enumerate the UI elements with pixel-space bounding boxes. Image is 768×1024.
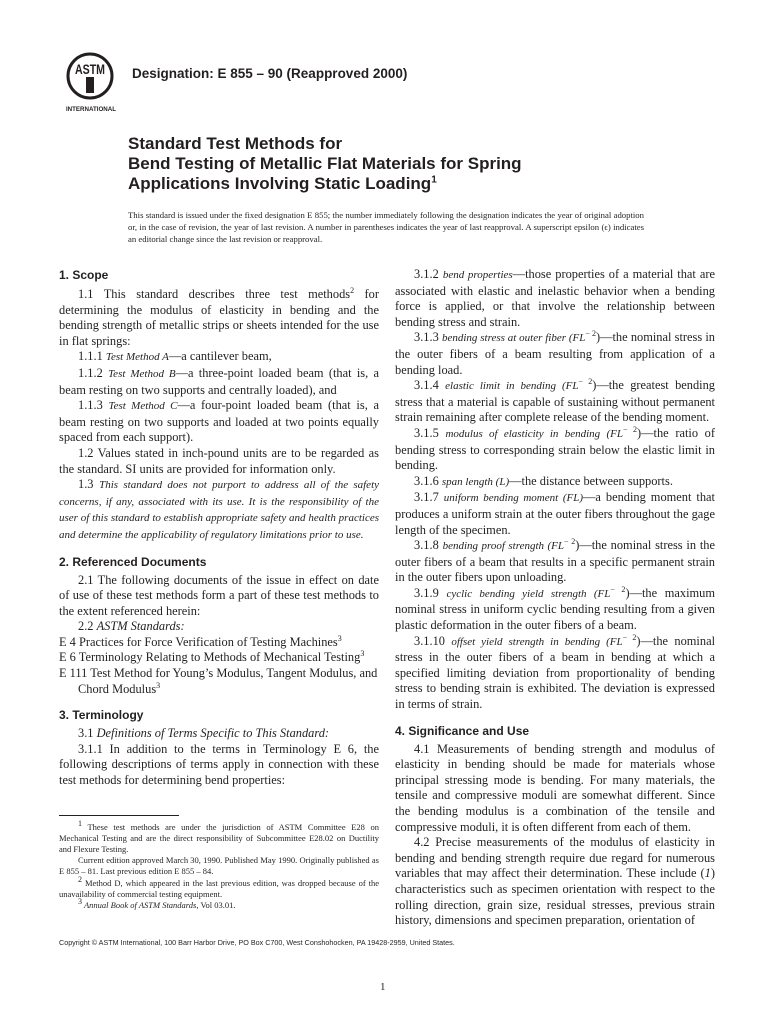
document-title (128, 134, 688, 194)
intro-note: This standard is issued under the fixed designation E 855; the number immediately following the designation indicates the year of original adoption or, in the case of revision, the year of last revision. A number in parentheses indicates the year of last reapproval. A superscript epsilon (ϵ) indicates an editorial change since the last revision or reapproval. (128, 210, 644, 244)
footnote-rule (59, 815, 179, 816)
para-1-1-1: 1.1.1 Test Method A—a cantilever beam, (78, 349, 272, 364)
para-3-1-8: 3.1.8 bending proof strength $(FL^{- 2})—the$ nominal stress in the outer fibers of a beam that results in a specific permanent strain in the outer fibers upon unloading. (395, 536, 715, 585)
ref-e4: E 4 Practices for Force Verification of Testing Machines$^3$ (59, 633, 342, 649)
para-1-1-2: 1.1.2 Test Method B—a three-point loaded beam (that is, a beam resting on two supports and centrally loaded), and (59, 365, 379, 397)
footnote-1b: Current edition approved March 30, 1990. Published May 1990. Originally published as E 855 – 81. Last previous edition E 855 – 84. (59, 855, 379, 877)
section-heading-referenced: 2. Referenced Documents (59, 554, 207, 569)
para-3-1-3: 3.1.3 bending stress at outer fiber $(FL^{- 2})—the$ nominal stress in the outer fibers of a beam resulting from application of a bending load. (395, 329, 715, 377)
astm-logo (60, 48, 122, 114)
footnote-1: $^1$ These test methods are under the jurisdiction of ASTM Committee E28 on Mechanical Testing and are the direct responsibility of Subcommittee E28.02 on Ductility and Flexure Testing. (59, 818, 379, 855)
ref-e6: E 6 Terminology Relating to Methods of Mechanical Testing$^3$ (59, 649, 365, 665)
para-3-1-4: 3.1.4 elastic limit in bending $(FL^{- 2})—the$ greatest bending stress that a material is capable of sustaining without permanent strain remaining after complete release of the bending moment. (395, 377, 715, 425)
para-3-1: 3.1 Definitions of Terms Specific to This Standard: (78, 726, 330, 741)
section-heading-scope: 1. Scope (59, 268, 109, 282)
para-1-1-3: 1.1.3 Test Method C—a four-point loaded beam (that is, a beam resting on two supports and loaded at two points equally spaced from each support). (59, 398, 379, 445)
para-4-1: 4.1 Measurements of bending strength and modulus of elasticity in bending should be made for materials whose principal stressing mode is bending. For many materials, the tensile and compressive moduli are somewhat different. Since the bending modulus is a combination of the tensile and compressive moduli, it is often different from each of them. (395, 741, 715, 834)
para-3-1-1: 3.1.1 In addition to the terms in Terminology E 6, the following descriptions of terms apply in connection with these test methods for determining bend properties: (59, 741, 379, 788)
logo-subtext: INTERNATIONAL (65, 106, 117, 113)
section-heading-significance: 4. Significance and Use (395, 723, 530, 738)
page-number: 1 (380, 981, 386, 993)
para-3-1-9: 3.1.9 cyclic bending yield strength $(FL^{- 2})—the$ maximum nominal stress in uniform cyclic bending resulting from a given plastic deformation in the outer fibers of a beam. (395, 584, 716, 633)
para-3-1-7: 3.1.7 uniform bending moment (FL)—a bending moment that produces a uniform strain at the outer fibers throughout the gage length of the specimen. (395, 490, 715, 537)
para-3-1-6: 3.1.6 span length (L)—the distance between supports. (414, 473, 673, 488)
footnote-2: $^2$ Method D, which appeared in the last previous edition, was dropped because of the unavailability of commercial testing equipment. (59, 874, 379, 899)
para-3-1-2: 3.1.2 bend properties—those properties of a material that are associated with elastic and inelastic behavior when a bending force is applied, or that involve the relationship between bending stress and strain. (395, 267, 715, 329)
para-1-1: 1.1 This standard describes three test methods$^2$ for determining the modulus of elasticity in bending and the bending strength of metallic strips or sheets intended for the use in flat springs: (59, 285, 380, 348)
title-footnote-mark: 1 (431, 174, 437, 186)
logo-letters: ASTM (75, 61, 105, 77)
para-1-3: 1.3 This standard does not purport to address all of the safety concerns, if any, associated with its use. It is the responsibility of the user of this standard to establish appropriate safety and health practices and determine the applicability of regulatory limitations prior to use. (59, 477, 380, 541)
para-1-2: 1.2 Values stated in inch-pound units are to be regarded as the standard. SI units are provided for information only. (59, 445, 379, 476)
footnote-3: $^3$ Annual Book of ASTM Standards, Vol 03.01. (78, 897, 236, 911)
left-column (59, 267, 379, 911)
copyright-line: Copyright © ASTM International, 100 Barr Harbor Drive, PO Box C700, West Conshohocken, PA 19428-2959, United States. (59, 938, 455, 947)
ref-e111: E 111 Test Method for Young’s Modulus, Tangent Modulus, and Chord Modulus$^3$ (59, 666, 378, 696)
para-3-1-5: 3.1.5 modulus of elasticity in bending $(FL^{- 2})—the$ ratio of bending stress to corresponding strain below the elastic limit in bending. (395, 424, 715, 473)
para-2-2: 2.2 ASTM Standards: (78, 619, 185, 634)
designation: Designation: E 855 – 90 (Reapproved 2000) (132, 66, 408, 81)
para-3-1-10: 3.1.10 offset yield strength in bending $(FL^{- 2})—the$ nominal stress in the outer fibers of a beam in bending at which a specified limiting deviation from proportionality of bending stress to bending strain is exhibited. The deviation is expressed in terms of strain. (395, 632, 716, 712)
para-4-2: 4.2 Precise measurements of the modulus of elasticity in bending and bending strength require due regard for numerous variables that may affect their determination. These include (1) characteristics such as specimen orientation with respect to the rolling direction, grain size, residual stresses, previous strain history, dimensions and specimen preparation, orientation of (395, 835, 715, 928)
para-2-1: 2.1 The following documents of the issue in effect on date of use of these test methods form a part of these test methods to the extent referenced herein: (59, 572, 379, 618)
title-line-3 (128, 174, 688, 194)
title-line-3-text: Applications Involving Static Loading (128, 174, 432, 193)
title-line-1: Standard Test Methods for (128, 134, 343, 153)
title-line-2: Bend Testing of Metallic Flat Materials for Spring (128, 154, 522, 173)
section-heading-terminology: 3. Terminology (59, 708, 144, 723)
footnote-ref: 2 (350, 285, 355, 295)
right-column (395, 267, 715, 929)
